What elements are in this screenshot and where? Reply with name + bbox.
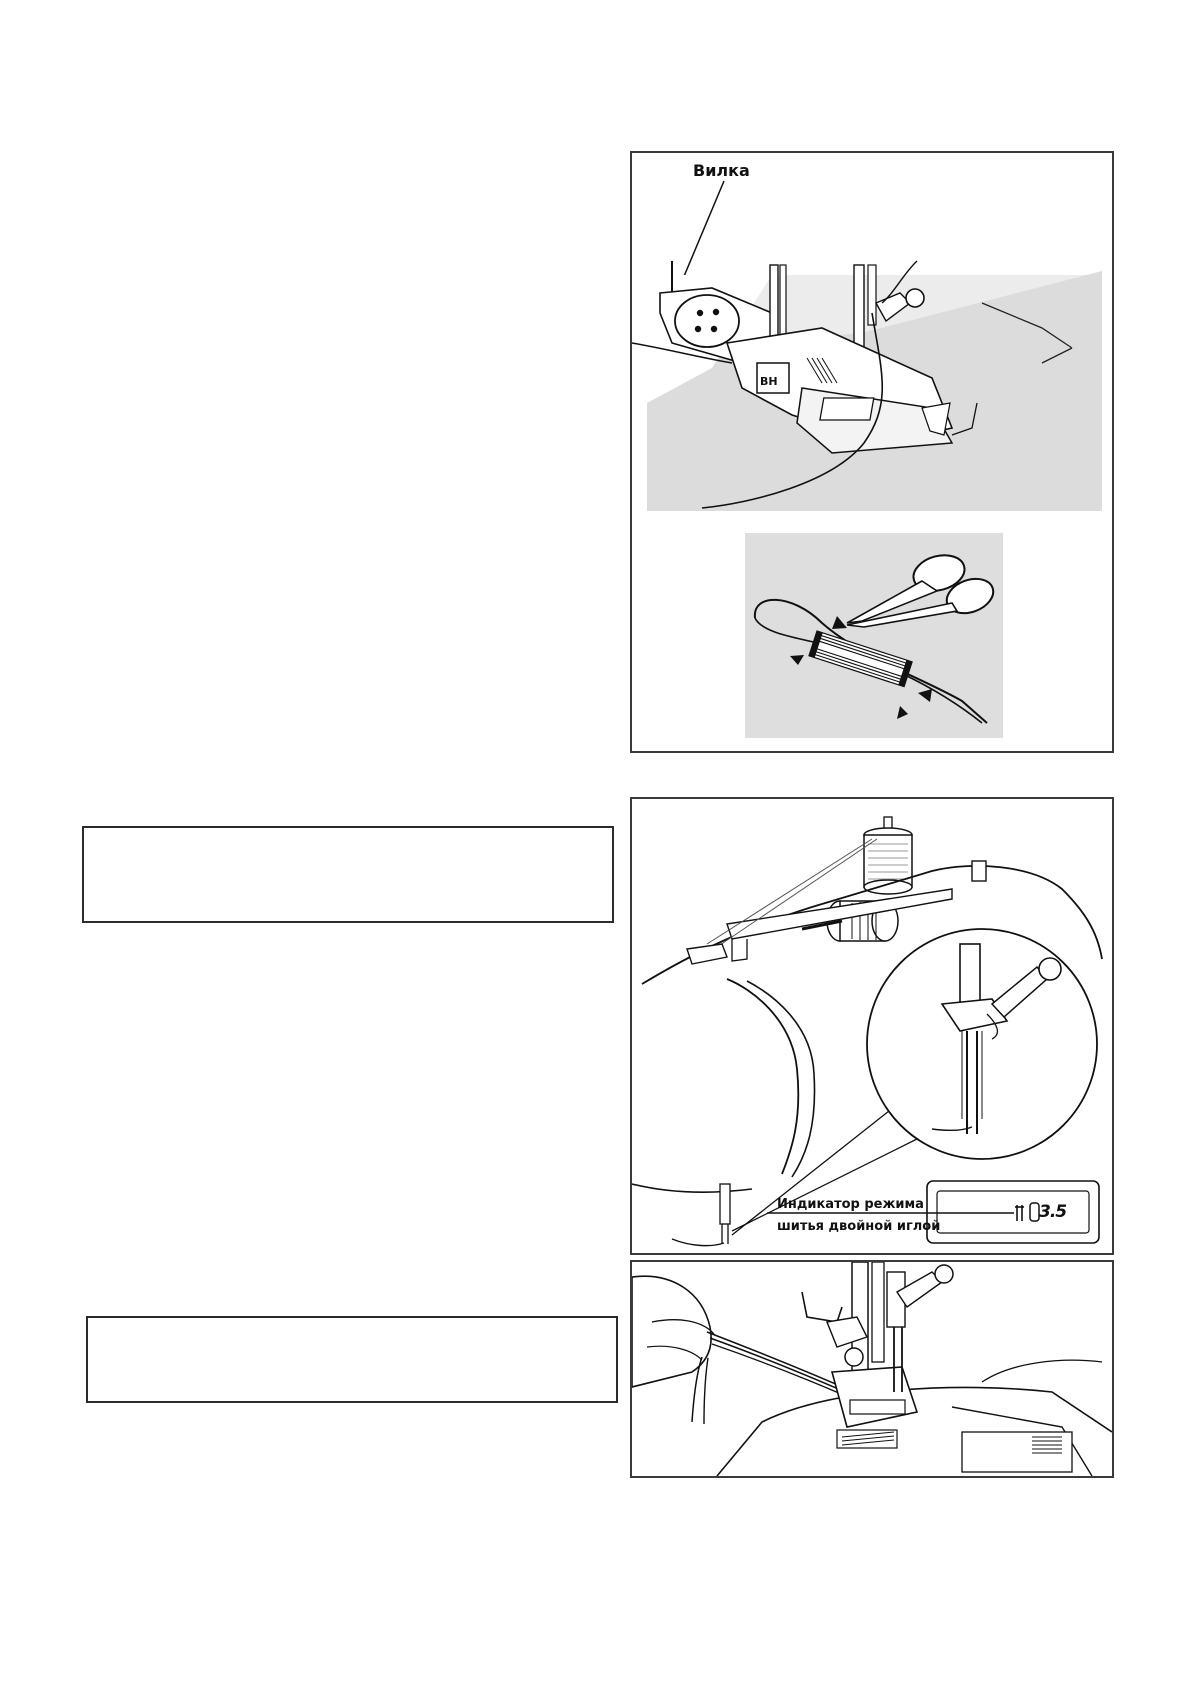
buttonhole-foot-illustration <box>632 153 1112 751</box>
fork-label: Вилка <box>693 161 750 180</box>
svg-text:BH: BH <box>760 375 778 388</box>
pull-threads-illustration <box>632 1262 1112 1476</box>
lcd-value: 3.5 <box>1039 1202 1067 1222</box>
twin-needle-threading-illustration <box>632 799 1112 1253</box>
figure-pull-threads <box>630 1260 1114 1478</box>
note-box-bottom <box>86 1316 618 1403</box>
indicator-label-line1: Индикатор режима <box>777 1197 924 1212</box>
indicator-label-line2: шитья двойной иглой <box>777 1219 941 1234</box>
note-box-top <box>82 826 614 923</box>
figure-buttonhole <box>630 151 1114 753</box>
figure-twin-needle-threading <box>630 797 1114 1255</box>
